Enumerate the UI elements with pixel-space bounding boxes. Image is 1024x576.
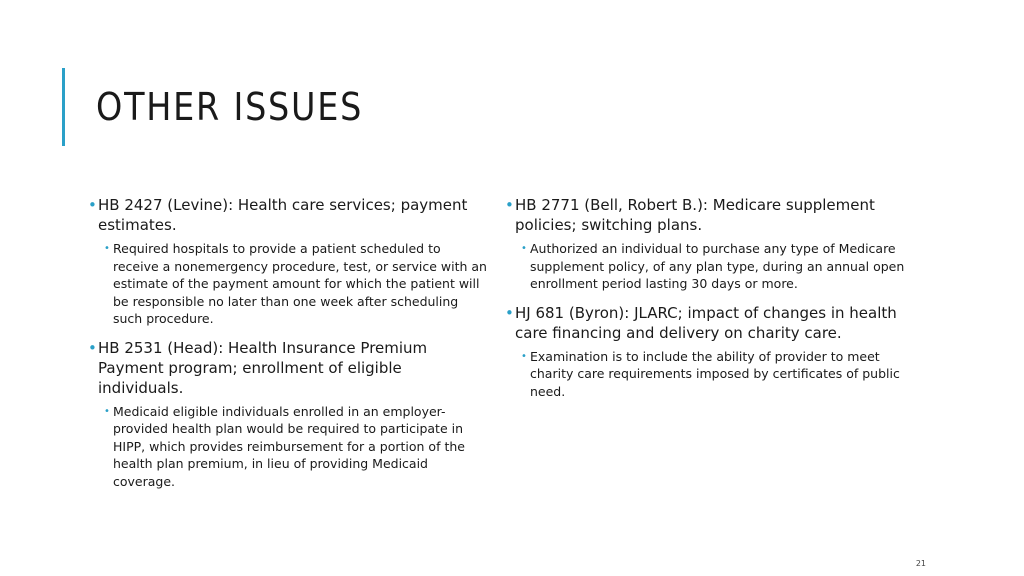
- sub-bullet-icon: •: [521, 243, 527, 254]
- bullet-item-hb2427: [88, 195, 488, 328]
- right-column: [505, 195, 905, 410]
- slide-title: OTHER ISSUES: [96, 85, 364, 129]
- bullet-heading-text: HJ 681 (Byron): JLARC; impact of changes in health care financing and delivery on charity care.: [515, 303, 897, 342]
- bullet-icon: •: [505, 303, 514, 322]
- sub-bullet-text: Required hospitals to provide a patient scheduled to receive a nonemergency procedure, test, or service with an estimate of the payment amount for which the patient will be responsible no later than one week after scheduling such procedure.: [113, 241, 487, 326]
- sub-bullet-icon: •: [521, 350, 527, 362]
- sub-bullet: [521, 348, 905, 401]
- bullet-heading-text: HB 2427 (Levine): Health care services; payment estimates.: [98, 196, 468, 234]
- bullet-heading: [88, 338, 488, 398]
- sub-bullet-text: Medicaid eligible individuals enrolled in an employer-provided health plan would be required to participate in HIPP, which provides reimbursement for a portion of the health plan premium, in lieu of providing Medicaid coverage.: [113, 403, 465, 489]
- sub-bullet-icon: •: [104, 243, 110, 254]
- sub-bullet: [521, 240, 905, 293]
- bullet-heading: [505, 303, 905, 343]
- bullet-item-hb2771: [505, 195, 905, 293]
- sub-bullet: [104, 240, 488, 328]
- bullet-item-hj681: [505, 303, 905, 401]
- left-column: [88, 195, 488, 500]
- bullet-item-hb2531: [88, 338, 488, 491]
- bullet-heading-text: HB 2531 (Head): Health Insurance Premium Payment program; enrollment of eligible individuals.: [98, 338, 428, 397]
- bullet-icon: •: [505, 196, 514, 214]
- bullet-heading: [505, 195, 905, 235]
- bullet-heading: [88, 195, 488, 235]
- sub-bullet: [104, 403, 488, 491]
- page-number: 21: [915, 559, 926, 568]
- bullet-icon: •: [88, 196, 97, 214]
- sub-bullet-text: Examination is to include the ability of provider to meet charity care requirements imposed by certificates of public need.: [530, 348, 900, 399]
- title-accent-bar: [62, 68, 65, 146]
- sub-bullet-text: Authorized an individual to purchase any type of Medicare supplement policy, of any plan type, during an annual open enrollment period lasting 30 days or more.: [530, 241, 905, 291]
- bullet-heading-text: HB 2771 (Bell, Robert B.): Medicare supplement policies; switching plans.: [515, 196, 875, 234]
- sub-bullet-icon: •: [104, 405, 110, 417]
- bullet-icon: •: [88, 338, 97, 357]
